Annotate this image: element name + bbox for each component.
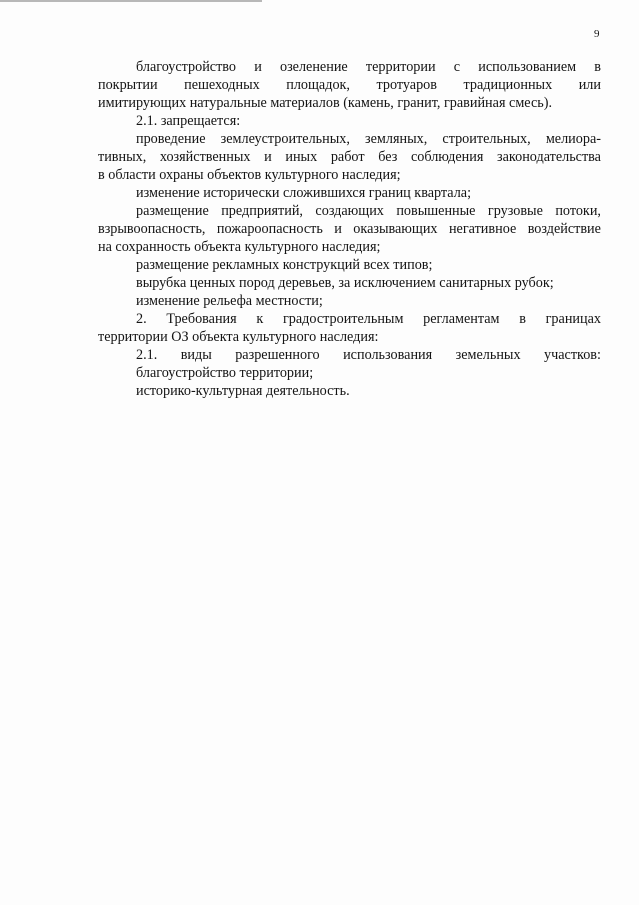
word: и (264, 149, 272, 165)
word: земляных, (365, 131, 428, 147)
word: в (519, 311, 526, 327)
word: 2. (136, 311, 147, 327)
word: участков: (544, 347, 601, 363)
word: к (256, 311, 264, 327)
paragraph-requirements (98, 310, 601, 346)
word: и (334, 221, 342, 237)
text-line: вырубка ценных пород деревьев, за исключением санитарных рубок; (136, 275, 554, 291)
word: использования (343, 347, 433, 363)
word: работ (330, 149, 365, 165)
word: законодательства (497, 149, 601, 165)
word: проведение (136, 131, 206, 147)
word: виды (180, 347, 212, 363)
text-line: историко-культурная деятельность. (136, 383, 350, 399)
paragraph-prohibited-heading (98, 112, 601, 130)
word: соблюдения (410, 149, 484, 165)
word: благоустройство (136, 59, 236, 75)
paragraph-cultural (98, 382, 601, 400)
word: потоки, (555, 203, 601, 219)
scan-edge-line (0, 0, 262, 2)
paragraph-tree-felling (98, 274, 601, 292)
word: хозяйственных (159, 149, 251, 165)
word: иных (285, 149, 318, 165)
paragraph-works (98, 130, 601, 184)
word: границах (545, 311, 601, 327)
paragraph-enterprises (98, 202, 601, 256)
word: размещение (136, 203, 209, 219)
word: тивных, (98, 149, 147, 165)
word: мелиора- (545, 131, 601, 147)
word: предприятий, (221, 203, 303, 219)
word: грузовые (487, 203, 543, 219)
text-line: территории ОЗ объекта культурного наследия: (98, 329, 379, 345)
word: традиционных (463, 77, 553, 93)
paragraph-land-use (98, 346, 601, 382)
word: площадок, (286, 77, 350, 93)
word: Требования (166, 311, 237, 327)
text-line (98, 76, 601, 94)
text-line: изменение исторически сложившихся границ квартала; (136, 185, 472, 201)
word: 2.1. (136, 347, 158, 363)
paragraph-landscaping (98, 58, 601, 112)
word: землеустроительных, (220, 131, 350, 147)
page-number: 9 (594, 28, 600, 40)
text-line (98, 220, 601, 238)
text-line (98, 346, 601, 364)
word: пожароопасность (216, 221, 323, 237)
text-line (98, 202, 601, 220)
paragraph-relief (98, 292, 601, 310)
word: или (578, 77, 601, 93)
word: создающих (315, 203, 384, 219)
text-line: в области охраны объектов культурного наследия; (98, 167, 401, 183)
word: взрывоопасность, (98, 221, 206, 237)
text-line: изменение рельефа местности; (136, 293, 323, 309)
text-line: имитирующих натуральные материалов (камень, гранит, гравийная смесь). (98, 95, 552, 111)
word: воздействие (527, 221, 601, 237)
word: территории (365, 59, 436, 75)
text-line: размещение рекламных конструкций всех типов; (136, 257, 433, 273)
word: с (453, 59, 461, 75)
word: использованием (478, 59, 577, 75)
word: озеленение (279, 59, 348, 75)
word: тротуаров (376, 77, 437, 93)
word: строительных, (442, 131, 531, 147)
word: негативное (448, 221, 517, 237)
word: оказывающих (353, 221, 438, 237)
word: покрытии (98, 77, 158, 93)
word: в (594, 59, 601, 75)
text-line (98, 148, 601, 166)
text-line (98, 310, 601, 328)
word: разрешенного (235, 347, 320, 363)
paragraph-boundaries (98, 184, 601, 202)
word: земельных (455, 347, 521, 363)
text-line: благоустройство территории; (136, 365, 314, 381)
text-line (98, 58, 601, 76)
word: без (378, 149, 398, 165)
word: градостроительным (282, 311, 404, 327)
word: регламентам (423, 311, 500, 327)
word: и (254, 59, 262, 75)
text-line: 2.1. запрещается: (136, 113, 241, 129)
word: повышенные (396, 203, 476, 219)
text-line: на сохранность объекта культурного наследия; (98, 239, 381, 255)
word: пешеходных (184, 77, 260, 93)
document-body (98, 58, 601, 400)
paragraph-advertising (98, 256, 601, 274)
text-line (98, 130, 601, 148)
